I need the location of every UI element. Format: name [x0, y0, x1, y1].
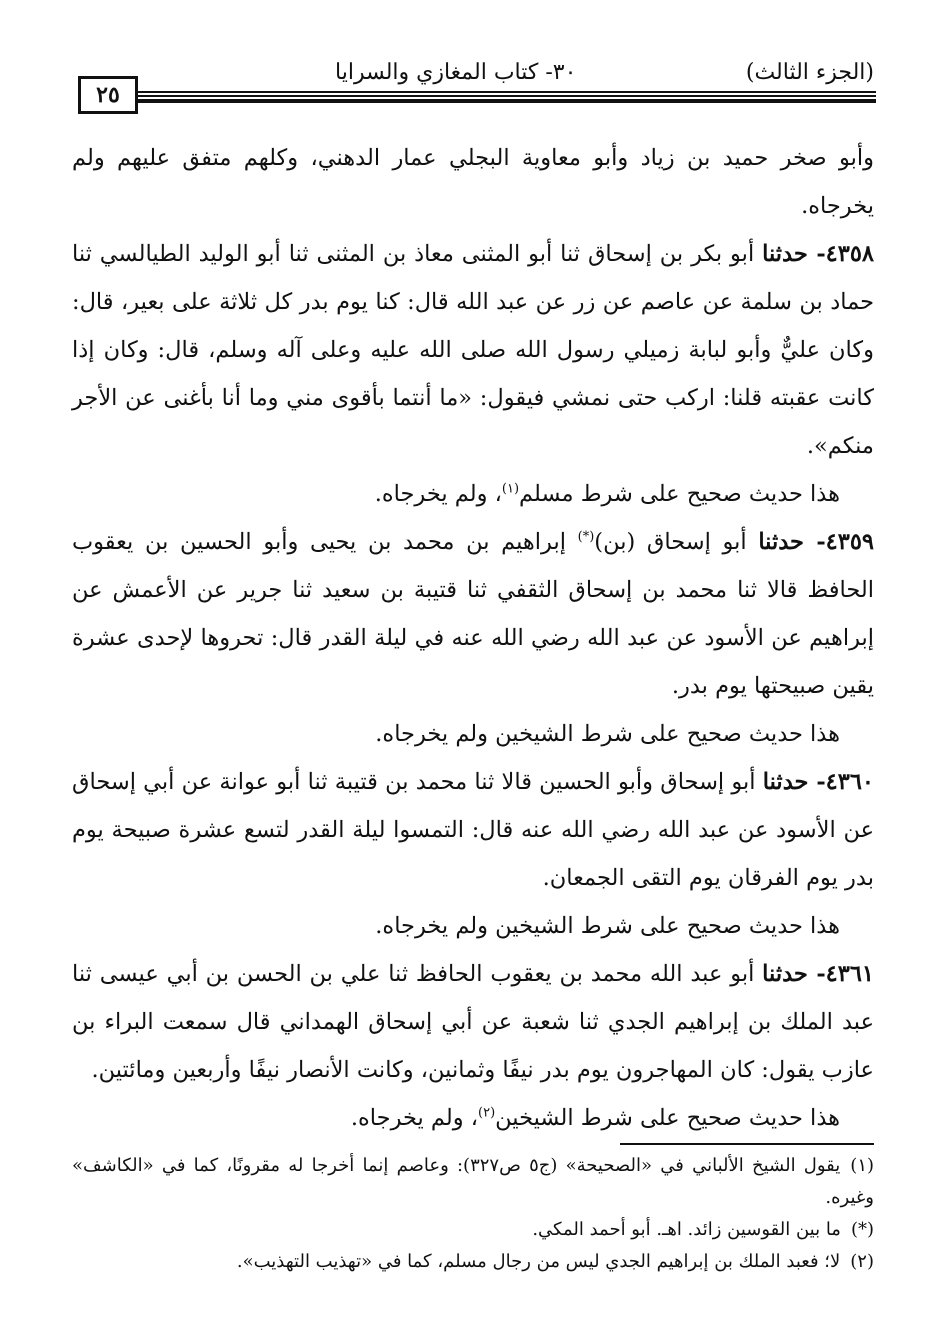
- hadith-text-tail: إبراهيم بن محمد بن يحيى وأبو الحسين بن يعقوب الحافظ قالا ثنا محمد بن إسحاق الثقفي ثنا قتيبة بن سعيد ثنا جرير عن الأعمش عن إبراهيم عن الأسود عن عبد الله رضي الله عنه في ليلة القدر قال: تحروها لإحدى عشرة يقين صبيحتها يوم بدر.: [72, 529, 875, 699]
- verdict-tail: ، ولم يخرجاه.: [350, 1105, 479, 1131]
- hadith-text: أبو إسحاق (بن): [594, 529, 747, 555]
- footnote-text: لا؛ فعبد الملك بن إبراهيم الجدي ليس من رجال مسلم، كما في «تهذيب التهذيب».: [236, 1251, 841, 1272]
- footnote-ref-1[interactable]: (١): [501, 481, 520, 497]
- verdict-4358: [72, 470, 874, 518]
- paragraph-continuation: [72, 134, 874, 230]
- footnote-text: يقول الشيخ الألباني في «الصحيحة» (ج٥ ص٣٢٧): وعاصم إنما أخرجا له مقرونًا، كما في «الكاشف» وغيره.: [72, 1155, 874, 1208]
- footnote-mark: (١): [850, 1155, 875, 1176]
- footnote-mark: (٢): [850, 1251, 874, 1272]
- running-header-book: ٣٠- كتاب المغازي والسرايا: [335, 60, 577, 85]
- running-header-part: (الجزء الثالث): [745, 60, 874, 85]
- footnote-1: [72, 1150, 874, 1214]
- hadith-number-dash: -: [807, 961, 826, 987]
- hadith-number: ٤٣٥٨: [825, 241, 875, 267]
- verdict-4359: [72, 710, 874, 758]
- verdict-4360: [72, 902, 874, 950]
- footnote-2: [72, 1246, 874, 1278]
- hadith-number-dash: -: [807, 241, 826, 267]
- hadith-number-dash: -: [808, 769, 826, 795]
- footnotes: [72, 1150, 874, 1278]
- header-rule-thin-2: [138, 95, 876, 97]
- verdict-4361: [72, 1094, 874, 1142]
- hadith-4360: [72, 758, 874, 902]
- main-text: [72, 134, 874, 1142]
- hadith-number: ٤٣٦١: [825, 961, 874, 987]
- footnote-text: ما بين القوسين زائد. اهـ. أبو أحمد المكي.: [532, 1219, 841, 1240]
- footnote-separator: [620, 1143, 874, 1145]
- verdict-tail: ، ولم يخرجاه.: [374, 481, 502, 507]
- footnote-star: [72, 1214, 874, 1246]
- verdict-text: هذا حديث صحيح على شرط الشيخين ولم يخرجاه.: [375, 913, 840, 939]
- hadith-lead-word: حدثنا: [762, 961, 808, 987]
- hadith-text: أبو بكر بن إسحاق ثنا أبو المثنى معاذ بن المثنى ثنا أبو الوليد الطيالسي ثنا حماد بن سلمة عن عاصم عن زر عن عبد الله قال: كنا يوم بدر كل ثلاثة على بعير، قال: وكان عليٌّ وأبو لبابة زميلي رسول الله صلى الله عليه وعلى آله وسلم، قال: وكان إذا كانت عقبته قلنا: اركب حتى نمشي فيقول: «ما أنتما بأقوى مني وما أنا بأغنى عن الأجر منكم».: [72, 241, 874, 459]
- header-rule-thick: [138, 99, 876, 103]
- footnote-mark: (*): [850, 1219, 874, 1240]
- footnote-ref-2[interactable]: (٢): [478, 1105, 496, 1121]
- hadith-4359: [72, 518, 874, 710]
- page-number-box: ٢٥: [78, 76, 138, 114]
- header-rule-thin-1: [138, 91, 876, 93]
- hadith-lead-word: حدثنا: [758, 529, 804, 555]
- hadith-lead-word: حدثنا: [762, 241, 808, 267]
- verdict-text: هذا حديث صحيح على شرط الشيخين: [495, 1105, 840, 1131]
- paragraph-text: وأبو صخر حميد بن زياد وأبو معاوية البجلي عمار الدهني، وكلهم متفق عليهم ولم يخرجاه.: [72, 145, 874, 219]
- verdict-text: هذا حديث صحيح على شرط مسلم: [519, 481, 840, 507]
- hadith-number-dash: -: [803, 529, 826, 555]
- hadith-text: أبو عبد الله محمد بن يعقوب الحافظ ثنا علي بن الحسن بن أبي عيسى ثنا عبد الملك بن إبراهيم الجدي ثنا شعبة عن أبي إسحاق الهمداني قال سمعت البراء بن عازب يقول: كان المهاجرون يوم بدر نيفًا وثمانين، وكانت الأنصار نيفًا وأربعين ومائتين.: [72, 961, 874, 1083]
- hadith-number: ٤٣٥٩: [825, 529, 874, 555]
- hadith-number: ٤٣٦٠: [825, 769, 875, 795]
- hadith-4358: [72, 230, 874, 470]
- hadith-lead-word: حدثنا: [762, 769, 809, 795]
- hadith-4361: [72, 950, 874, 1094]
- verdict-text: هذا حديث صحيح على شرط الشيخين ولم يخرجاه.: [375, 721, 840, 747]
- footnote-ref-star[interactable]: (*): [577, 529, 595, 545]
- hadith-text: أبو إسحاق وأبو الحسين قالا ثنا محمد بن قتيبة ثنا أبو عوانة عن أبي إسحاق عن الأسود عن عبد الله رضي الله عنه قال: التمسوا ليلة القدر لتسع عشرة صبيحة يوم بدر يوم الفرقان يوم التقى الجمعان.: [72, 769, 874, 891]
